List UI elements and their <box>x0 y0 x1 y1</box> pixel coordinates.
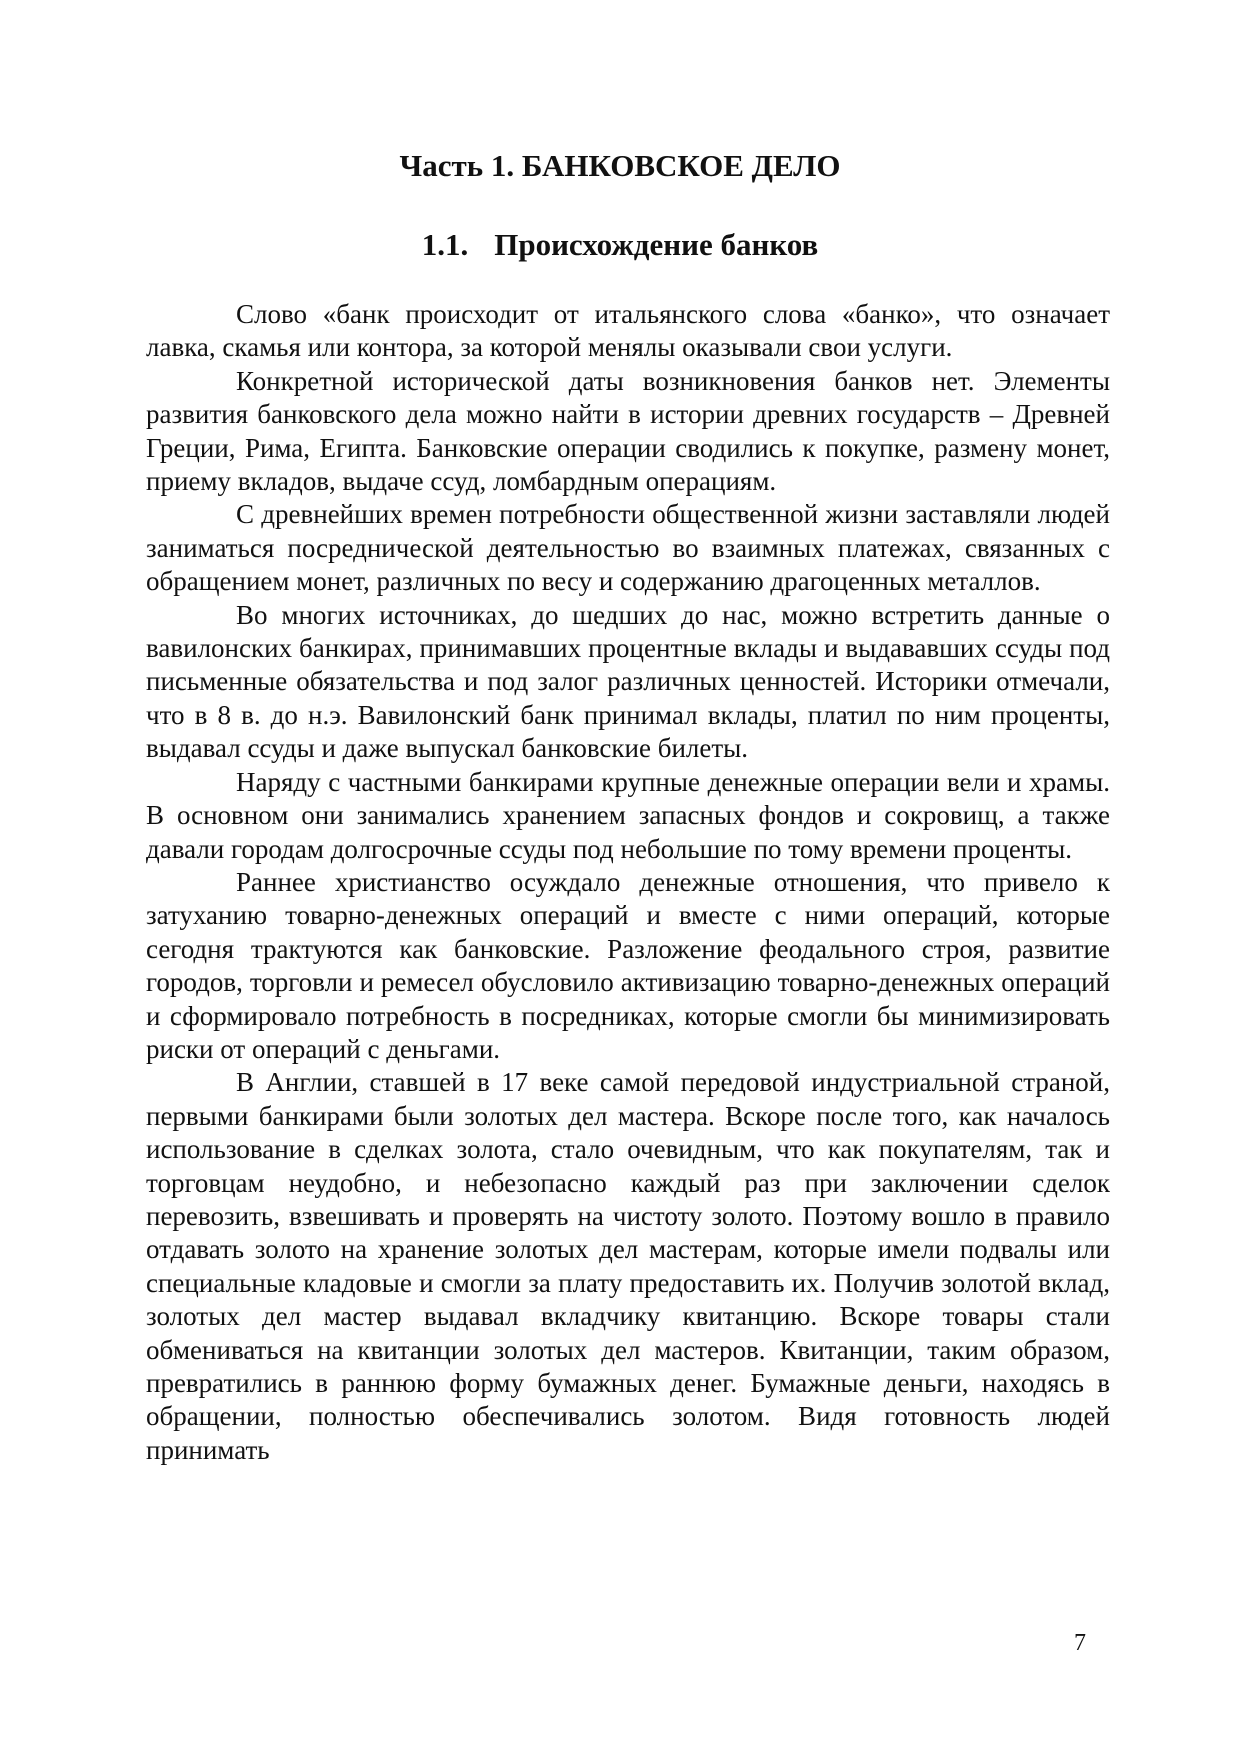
body-text <box>146 298 1110 1467</box>
section-title <box>0 225 1240 265</box>
page-number: 7 <box>1074 1630 1086 1656</box>
section-title-text: Происхождение банков <box>494 227 819 262</box>
part-title: Часть 1. БАНКОВСКОЕ ДЕЛО <box>399 148 841 183</box>
section-number: 1.1. <box>421 227 469 262</box>
paragraph: Конкретной исторической даты возникновения банков нет. Элементы развития банковского дела можно найти в истории древних государств – Древней Греции, Рима, Египта. Банковские операции сводились к покупке, размену монет, приему вкладов, выдаче ссуд, ломбардным операциям. <box>146 365 1110 497</box>
paragraph: Наряду с частными банкирами крупные денежные операции вели и храмы. В основном они занимались хранением запасных фондов и сокровищ, а также давали городам долгосрочные ссуды под небольшие по тому времени проценты. <box>146 766 1110 864</box>
paragraph: Во многих источниках, до шедших до нас, можно встретить данные о вавилонских банкирах, принимавших процентные вклады и выдававших ссуды под письменные обязательства и под залог различных ценностей. Историки отмечали, что в 8 в. до н.э. Вавилонский банк принимал вклады, платил по ним проценты, выдавал ссуды и даже выпускал банковские билеты. <box>146 599 1110 764</box>
paragraph: С древнейших времен потребности общественной жизни заставляли людей заниматься посреднической деятельностью во взаимных платежах, связанных с обращением монет, различных по весу и содержанию драгоценных металлов. <box>146 499 1110 597</box>
paragraph: Слово «банк происходит от итальянского слова «банко», что означает лавка, скамья или контора, за которой менялы оказывали свои услуги. <box>146 299 1110 363</box>
paragraph: Раннее христианство осуждало денежные отношения, что привело к затуханию товарно-денежных операций и вместе с ними операций, которые сегодня трактуются как банковские. Разложение феодального строя, развитие городов, торговли и ремесел обусловило активизацию товарно-денежных операций и сформировало потребность в посредниках, которые смогли бы минимизировать риски от операций с деньгами. <box>146 866 1110 1064</box>
paragraph: В Англии, ставшей в 17 веке самой передовой индустриальной страной, первыми банкирами были золотых дел мастера. Вскоре после того, как началось использование в сделках золота, стало очевидным, что как покупателям, так и торговцам неудобно, и небезопасно каждый раз при заключении сделок перевозить, взвешивать и проверять на чистоту золото. Поэтому вошло в правило отдавать золото на хранение золотых дел мастерам, которые имели подвалы или специальные кладовые и смогли за плату предоставить их. Получив золотой вклад, золотых дел мастер выдавал вкладчику квитанцию. Вскоре товары стали обмениваться на квитанции золотых дел мастеров. Квитанции, таким образом, превратились в раннюю форму бумажных денег. Бумажные деньги, находясь в обращении, полностью обеспечивались золотом. Видя готовность людей принимать <box>146 1067 1110 1465</box>
